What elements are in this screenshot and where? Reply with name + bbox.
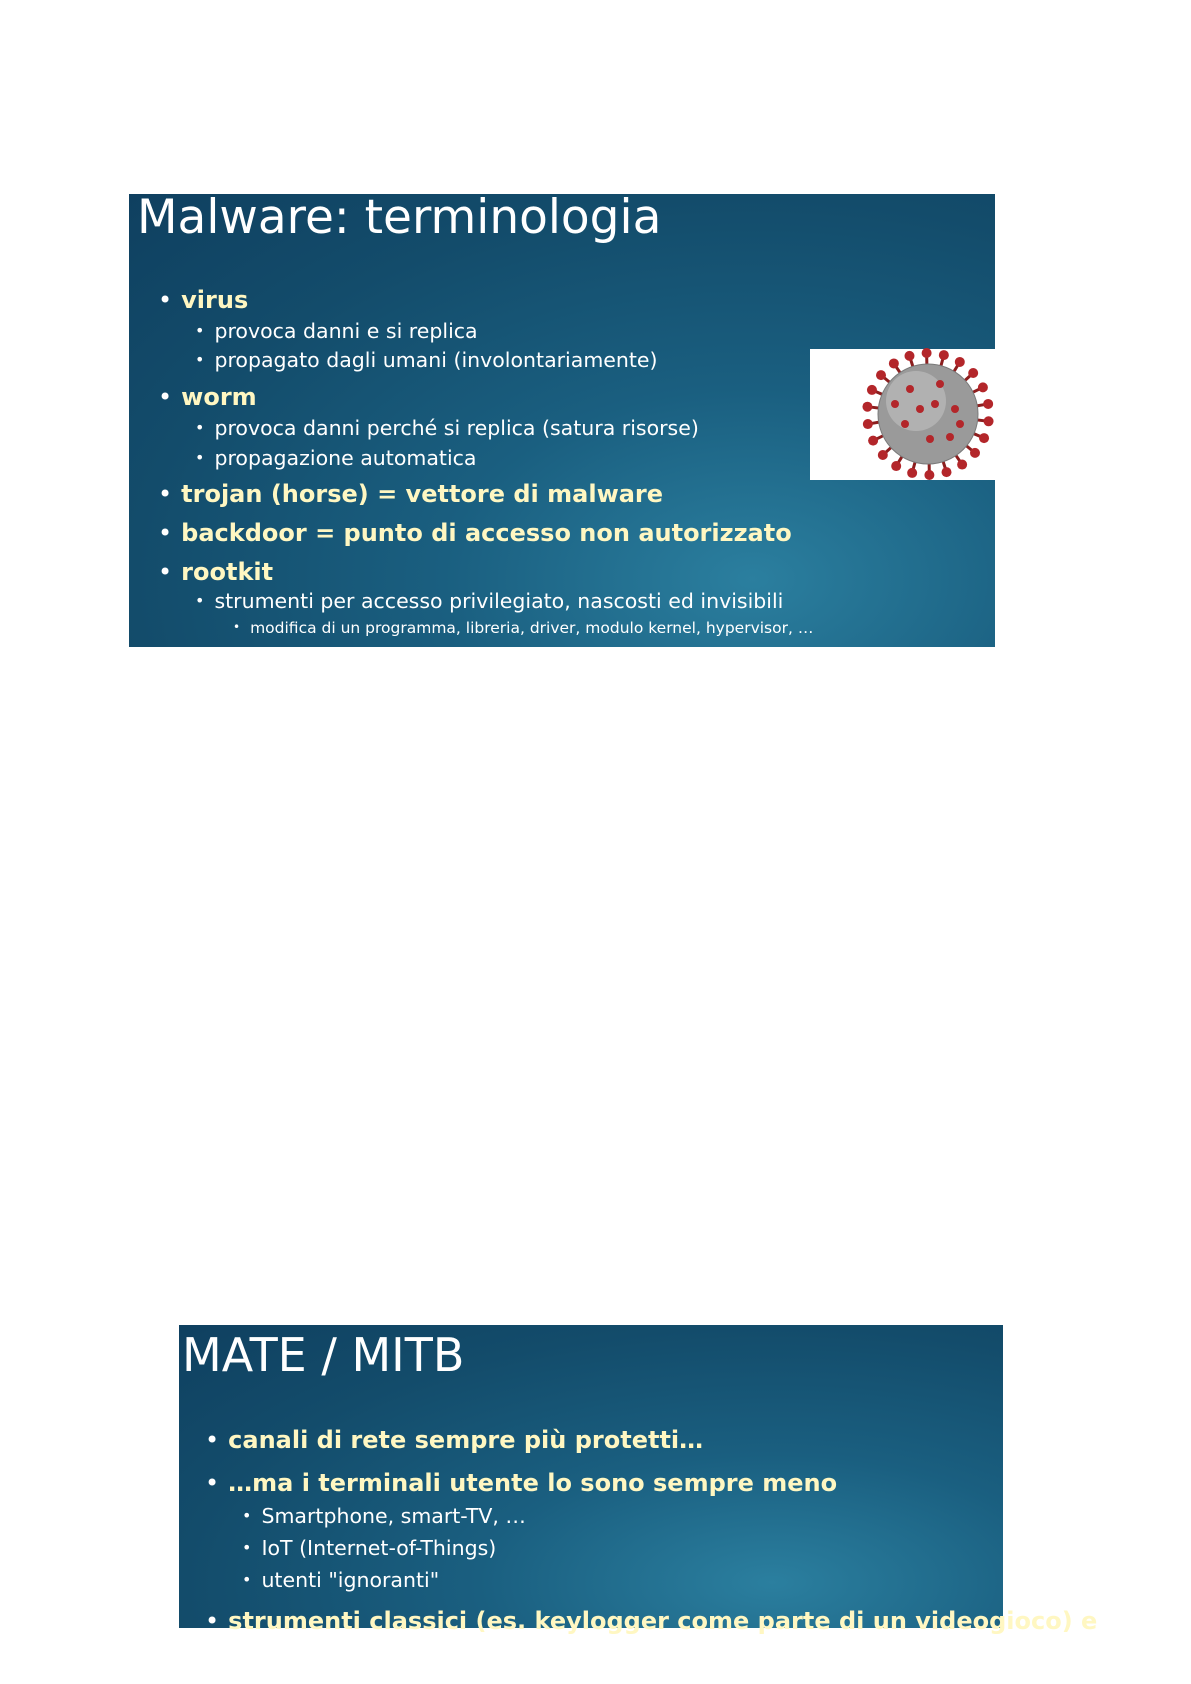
spike-head bbox=[876, 370, 886, 380]
bullet-icon: • bbox=[205, 1469, 220, 1497]
coronavirus-image bbox=[810, 349, 995, 480]
spike-head bbox=[924, 470, 934, 480]
spike-head bbox=[983, 399, 993, 409]
bullet-icon: • bbox=[205, 1607, 220, 1635]
spike-head bbox=[907, 468, 917, 478]
sub-bullet bbox=[195, 321, 478, 342]
bullet-icon: • bbox=[158, 286, 173, 314]
sub-bullet bbox=[242, 1570, 439, 1591]
surface-protein bbox=[931, 400, 939, 408]
sub-bullet bbox=[195, 591, 783, 612]
spike-head bbox=[868, 436, 878, 446]
spike-head bbox=[984, 416, 994, 426]
surface-protein bbox=[901, 420, 909, 428]
bullet-icon: • bbox=[242, 1570, 252, 1589]
spike-head bbox=[862, 402, 872, 412]
bullet-icon: • bbox=[242, 1538, 252, 1557]
spike-head bbox=[978, 382, 988, 392]
bullet-icon: • bbox=[195, 418, 205, 437]
slide-mate-mitb bbox=[179, 1325, 1098, 1635]
bullet-icon: • bbox=[195, 591, 205, 610]
sub-bullet bbox=[195, 448, 476, 469]
bullet-icon: • bbox=[242, 1506, 252, 1525]
sub-sub-bullet bbox=[233, 621, 813, 637]
bullet-text: worm bbox=[181, 383, 257, 411]
spike-head bbox=[878, 450, 888, 460]
bullet-text: strumenti per accesso privilegiato, nascosti ed invisibili bbox=[214, 589, 784, 613]
sub-bullet bbox=[195, 418, 699, 439]
bullet-icon: • bbox=[195, 321, 205, 340]
spike-head bbox=[957, 460, 967, 470]
bullet-virus bbox=[158, 288, 248, 312]
spike-head bbox=[979, 433, 989, 443]
bullet-terminali bbox=[205, 1471, 837, 1495]
surface-protein bbox=[891, 400, 899, 408]
bullet-text: rootkit bbox=[181, 558, 274, 586]
bullet-text: provoca danni perché si replica (satura risorse) bbox=[214, 416, 699, 440]
bullet-text: backdoor = punto di accesso non autorizzato bbox=[181, 519, 792, 547]
bullet-icon: • bbox=[195, 350, 205, 369]
surface-protein bbox=[946, 433, 954, 441]
bullet-text: …ma i terminali utente lo sono sempre meno bbox=[228, 1469, 838, 1497]
bullet-text: Smartphone, smart-TV, … bbox=[261, 1504, 526, 1528]
bullet-text: virus bbox=[181, 286, 249, 314]
bullet-trojan bbox=[158, 482, 663, 506]
bullet-icon: • bbox=[195, 448, 205, 467]
spike-head bbox=[891, 461, 901, 471]
sub-bullet bbox=[242, 1538, 496, 1559]
bullet-worm bbox=[158, 385, 257, 409]
spike-head bbox=[968, 368, 978, 378]
surface-protein bbox=[956, 420, 964, 428]
bullet-canali bbox=[205, 1428, 703, 1452]
bullet-icon: • bbox=[158, 480, 173, 508]
spike-head bbox=[922, 348, 932, 358]
spike-head bbox=[889, 358, 899, 368]
spike-head bbox=[863, 419, 873, 429]
bullet-icon: • bbox=[158, 519, 173, 547]
bullet-icon: • bbox=[233, 620, 241, 634]
surface-protein bbox=[936, 380, 944, 388]
spike-head bbox=[904, 351, 914, 361]
virus-illustration-icon bbox=[810, 349, 995, 480]
bullet-text: provoca danni e si replica bbox=[214, 319, 478, 343]
bullet-icon: • bbox=[205, 1426, 220, 1454]
bullet-text: IoT (Internet-of-Things) bbox=[261, 1536, 497, 1560]
slide-title: Malware: terminologia bbox=[137, 190, 662, 245]
bullet-text: strumenti classici (es. keylogger come parte di un videogioco) e bbox=[228, 1607, 1098, 1635]
bullet-icon: • bbox=[158, 558, 173, 586]
surface-protein bbox=[926, 435, 934, 443]
surface-protein bbox=[951, 405, 959, 413]
bullet-text: trojan (horse) = vettore di malware bbox=[181, 480, 664, 508]
bullet-text: propagazione automatica bbox=[214, 446, 477, 470]
spike-head bbox=[939, 350, 949, 360]
bullet-text: propagato dagli umani (involontariamente) bbox=[214, 348, 658, 372]
spike-head bbox=[867, 385, 877, 395]
bullet-text: canali di rete sempre più protetti… bbox=[228, 1426, 704, 1454]
sub-bullet bbox=[242, 1506, 526, 1527]
bullet-text: modifica di un programma, libreria, driver, modulo kernel, hypervisor, … bbox=[250, 619, 814, 637]
slide-malware-terminologia bbox=[129, 190, 995, 647]
spike-head bbox=[942, 467, 952, 477]
sub-bullet bbox=[195, 350, 658, 371]
spike-head bbox=[970, 448, 980, 458]
spike-head bbox=[955, 357, 965, 367]
surface-protein bbox=[916, 405, 924, 413]
bullet-strumenti-classici bbox=[205, 1609, 1097, 1633]
bullet-icon: • bbox=[158, 383, 173, 411]
bullet-text: utenti "ignoranti" bbox=[261, 1568, 440, 1592]
slide-title: MATE / MITB bbox=[182, 1328, 465, 1382]
surface-protein bbox=[906, 385, 914, 393]
bullet-backdoor bbox=[158, 521, 792, 545]
bullet-rootkit bbox=[158, 560, 273, 584]
